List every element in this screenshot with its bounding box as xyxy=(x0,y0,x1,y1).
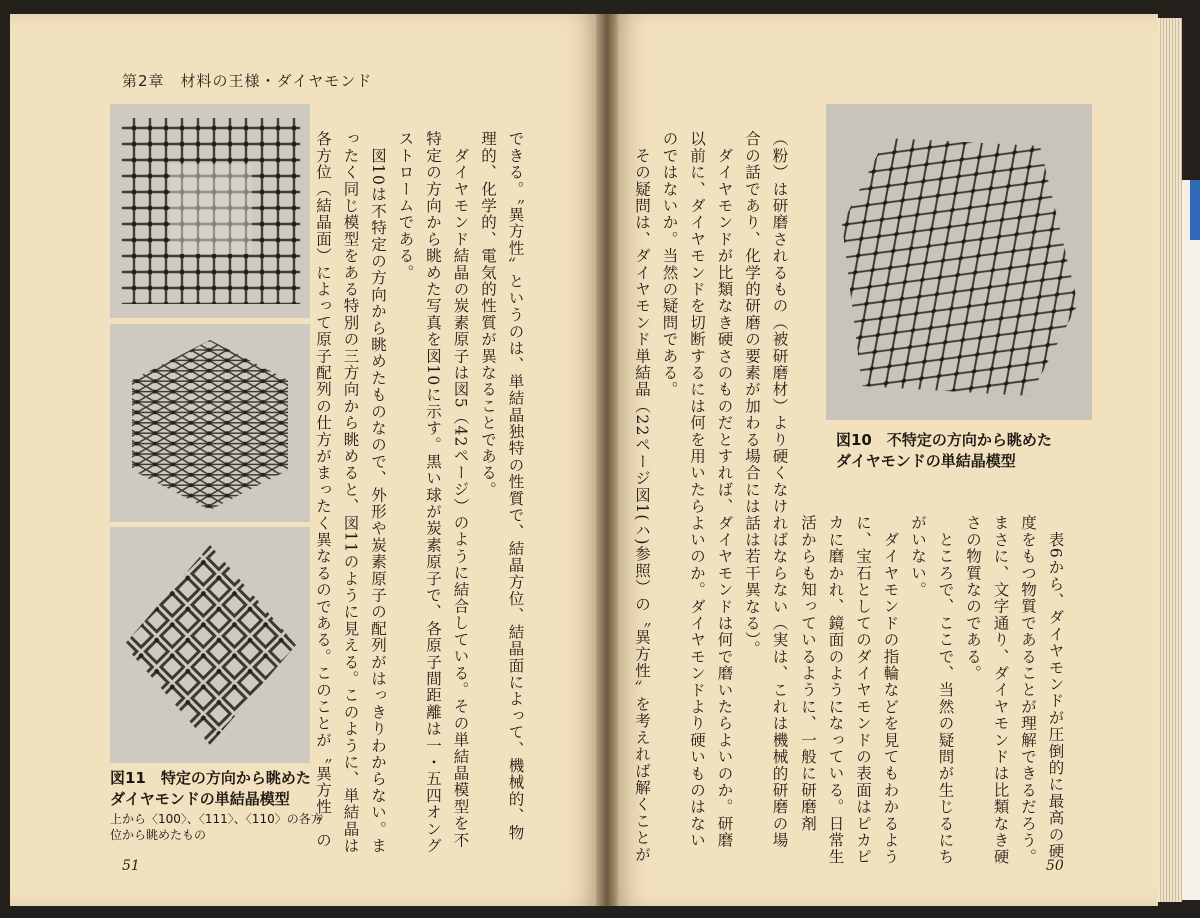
running-head: 第2章 材料の王様・ダイヤモンド xyxy=(122,72,373,90)
figure-10-caption xyxy=(836,430,1052,472)
right-text-column: その疑問は、ダイヤモンド単結晶（22ページ図1(ハ)参照）の〝異方性〟を考えれば解くことが xyxy=(633,130,651,863)
left-text-column: 特定の方向から眺めた写真を図10に示す。黒い球が炭素原子で、各原子間距離は一・五四オング xyxy=(424,130,442,855)
figure-11-subcaption-line2: 位から眺めたもの xyxy=(110,828,207,842)
figure-11-caption xyxy=(110,768,323,844)
index-tab xyxy=(1182,180,1200,900)
right-page-lower-text xyxy=(799,490,1096,870)
right-text-column: カに磨かれ、鏡面のようになっている。日常生 xyxy=(826,514,845,866)
page-edges xyxy=(1158,18,1182,902)
left-page-body-text xyxy=(314,106,556,866)
crystal-lattice-square-view xyxy=(110,104,310,318)
right-text-column: に、宝石としてのダイヤモンドの表面はピカピ xyxy=(854,514,872,866)
right-text-column: がいない。 xyxy=(909,514,927,599)
right-text-column: 合の話であり、化学的研磨の要素が加わる場合には話は若干異なる）。 xyxy=(743,130,761,658)
right-text-column: のではないか。当然の疑問である。 xyxy=(660,130,679,398)
left-text-column: 各方位（結晶面）によって原子配列の仕方がまったく異なるのである。このことが〝異方性〟の xyxy=(314,130,332,849)
left-page-number: 51 xyxy=(122,858,140,874)
right-text-column: まさに、文字通り、ダイヤモンドは比類なき硬 xyxy=(991,514,1010,866)
right-text-column: （粉）は研磨されるもの（被研磨材）より硬くなければならない（実は、これは機械的研磨の場 xyxy=(770,130,789,849)
figure-11-photo-111 xyxy=(110,324,310,522)
left-text-column: ダイヤモンド結晶の炭素原子は図5（42ページ）のように結合している。その単結晶模型を不 xyxy=(451,130,470,849)
right-text-column: ところで、ここで、当然の疑問が生じるにち xyxy=(936,514,955,866)
figure-10-caption-line1: 図10 不特定の方向から眺めた xyxy=(836,431,1052,449)
right-text-column: ダイヤモンドが比類なき硬さのものだとすれば、ダイヤモンドは何で磨いたらよいのか。研磨 xyxy=(715,130,734,849)
left-text-column: ストロームである。 xyxy=(396,130,415,281)
right-page-number: 50 xyxy=(1046,858,1064,874)
crystal-lattice-oblique-view xyxy=(826,104,1092,420)
figure-11-caption-line2: ダイヤモンドの単結晶模型 xyxy=(110,790,290,808)
left-text-column: 図10は不特定の方向から眺めたものなので、外形や炭素原子の配列がはっきりわからない。ま xyxy=(369,130,387,855)
left-text-column: ったく同じ模型をある特別の三方向から眺めると、図11のように見える。このように、単結晶は xyxy=(341,130,360,855)
crystal-lattice-hexagonal-view xyxy=(110,324,310,522)
figure-11-subcaption-line1: 上から〈100〉、〈111〉、〈110〉の各方 xyxy=(110,812,323,826)
crystal-lattice-diamond-view xyxy=(110,527,310,763)
index-tab-marker xyxy=(1190,180,1200,240)
figure-10-photo xyxy=(826,104,1092,420)
right-text-column: さの物質なのである。 xyxy=(964,514,982,682)
figure-10-caption-line2: ダイヤモンドの単結晶模型 xyxy=(836,452,1016,470)
figure-11-photo-100 xyxy=(110,104,310,318)
right-text-column: 度をもつ物質であることが理解できるだろう。 xyxy=(1019,514,1037,866)
book-gutter xyxy=(596,14,618,906)
figure-11-caption-line1: 図11 特定の方向から眺めた xyxy=(110,769,311,787)
right-text-column: 表6から、ダイヤモンドが圧倒的に最高の硬 xyxy=(1046,514,1065,860)
right-text-column: 以前に、ダイヤモンドを切断するには何を用いたらよいのか。ダイヤモンドより硬いものはない xyxy=(688,130,706,849)
right-text-column: 活からも知っているように、一般に研磨剤 xyxy=(799,514,817,832)
left-text-column: できる。〝異方性〟というのは、単結晶独特の性質で、結晶方位、結晶面によって、機械的、物 xyxy=(506,130,525,841)
left-text-column: 理的、化学的、電気的性質が異なることである。 xyxy=(479,130,497,498)
right-text-column: ダイヤモンドの指輪などを見てもわかるよう xyxy=(881,514,900,866)
figure-11-photo-110 xyxy=(110,527,310,763)
